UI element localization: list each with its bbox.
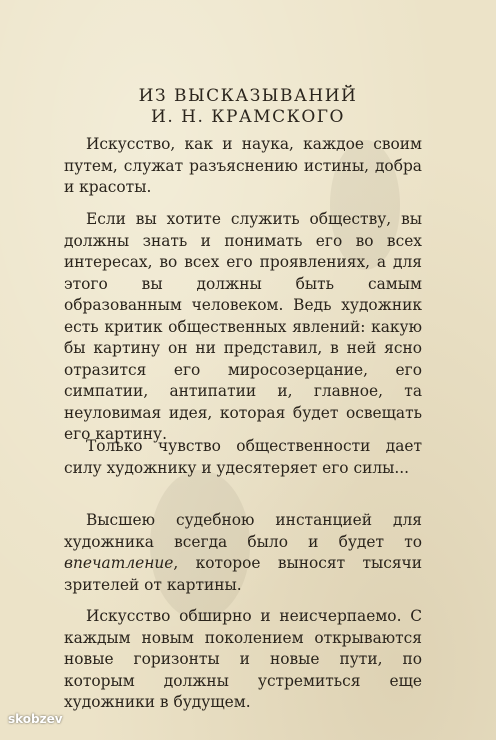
quote-paragraph-4-emphasis: впечатление xyxy=(64,554,174,572)
watermark-text: skobzev xyxy=(8,712,63,726)
page-subtitle: И. Н. КРАМСКОГО xyxy=(151,107,345,127)
quote-paragraph-4 xyxy=(64,510,422,596)
quote-paragraph-2: Если вы хотите служить обществу, вы должны знать и понимать его во всех интересах, во всех его проявлениях, а для этого вы должны быть самым образованным человеком. Ведь художник есть критик общественных явлений: какую бы картину он ни представил, в ней ясно отразится его миросозерцание, его симпатии, антипатии и, главное, та неуловимая идея, которая будет освещать его картину. xyxy=(64,210,422,443)
page-title: ИЗ ВЫСКАЗЫВАНИЙ xyxy=(138,86,358,106)
quote-paragraph-4-end: , которое выносят тысячи зрителей от картины. xyxy=(64,554,422,594)
quote-paragraph-4-start: Высшею судебною инстанцией для художника всегда было и будет то xyxy=(64,511,422,551)
quote-paragraph-3: Только чувство общественности дает силу художнику и удесятеряет его силы... xyxy=(64,437,422,477)
quote-paragraph-1: Искусство, как и наука, каждое своим путем, служат разъяснению истины, добра и красоты. xyxy=(64,135,422,196)
quote-paragraph-5: Искусство обширно и неисчерпаемо. С каждым новым поколением открываются новые горизонты и новые пути, по которым должны устремиться еще художники в будущем. xyxy=(64,607,422,711)
